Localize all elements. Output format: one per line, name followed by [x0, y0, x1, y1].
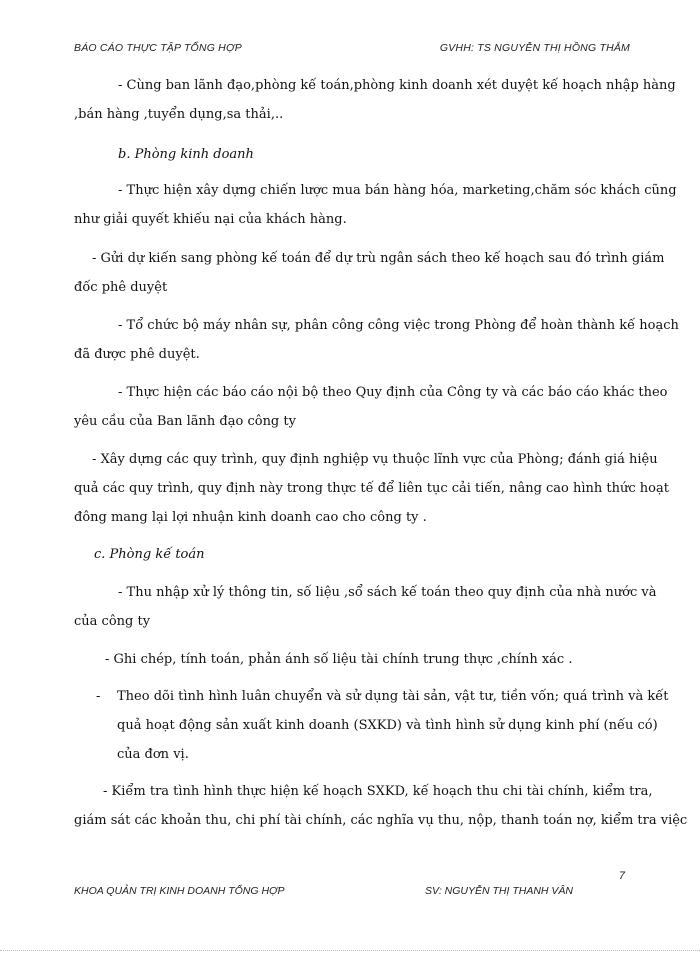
text-line: đã được phê duyệt.: [74, 347, 200, 362]
header-right: GVHH: TS NGUYỄN THỊ HỒNG THẮM: [439, 42, 630, 54]
text-line: - Gửi dự kiến sang phòng kế toán để dự trù ngân sách theo kế hoạch sau đó trình giám: [92, 251, 665, 266]
text-line: - Ghi chép, tính toán, phản ánh số liệu tài chính trung thực ,chính xác .: [105, 652, 573, 667]
text-line: như giải quyết khiếu nại của khách hàng.: [74, 212, 347, 227]
text-line: - Thu nhập xử lý thông tin, số liệu ,sổ sách kế toán theo quy định của nhà nước và: [118, 585, 657, 600]
text-line: ,bán hàng ,tuyển dụng,sa thải,..: [74, 107, 284, 122]
text-line: đốc phê duyệt: [74, 280, 168, 295]
list-dash: -: [96, 689, 101, 704]
page-bottom-divider: [0, 950, 700, 951]
text-line: quả các quy trình, quy định này trong thực tế để liên tục cải tiến, nâng cao hình thức hoạt: [74, 481, 669, 496]
text-line: của đơn vị.: [117, 747, 189, 762]
text-line: Theo dõi tình hình luân chuyển và sử dụng tài sản, vật tư, tiền vốn; quá trình và kết: [117, 689, 669, 704]
footer-left: KHOA QUẢN TRỊ KINH DOANH TỔNG HỢP: [74, 885, 285, 897]
text-line: yêu cầu của Ban lãnh đạo công ty: [74, 414, 296, 429]
text-line: - Xây dựng các quy trình, quy định nghiệp vụ thuộc lĩnh vực của Phòng; đánh giá hiệu: [92, 452, 658, 467]
text-line: - Tổ chức bộ máy nhân sự, phân công công việc trong Phòng để hoàn thành kế hoạch: [118, 318, 679, 333]
text-line: của công ty: [74, 614, 151, 629]
text-line: giám sát các khoản thu, chi phí tài chính, các nghĩa vụ thu, nộp, thanh toán nợ, kiểm tra việc: [74, 813, 688, 828]
text-line: quả hoạt động sản xuất kinh doanh (SXKD) và tình hình sử dụng kinh phí (nếu có): [117, 718, 658, 733]
text-line: - Thực hiện các báo cáo nội bộ theo Quy định của Công ty và các báo cáo khác theo: [118, 385, 668, 400]
section-heading-c: c. Phòng kế toán: [94, 547, 205, 562]
text-line: - Cùng ban lãnh đạo,phòng kế toán,phòng kinh doanh xét duyệt kế hoạch nhập hàng: [118, 78, 676, 93]
text-line: - Thực hiện xây dựng chiến lược mua bán hàng hóa, marketing,chăm sóc khách cũng: [118, 183, 677, 198]
text-line: đông mang lại lợi nhuận kinh doanh cao cho công ty .: [74, 510, 427, 525]
header-left: BÁO CÁO THỰC TẬP TỔNG HỢP: [74, 42, 242, 54]
page-number: 7: [618, 870, 625, 882]
text-line: - Kiểm tra tình hình thực hiện kế hoạch SXKD, kế hoạch thu chi tài chính, kiểm tra,: [103, 784, 653, 799]
footer-right: SV: NGUYỄN THỊ THANH VÂN: [425, 885, 573, 897]
section-heading-b: b. Phòng kinh doanh: [118, 147, 254, 162]
